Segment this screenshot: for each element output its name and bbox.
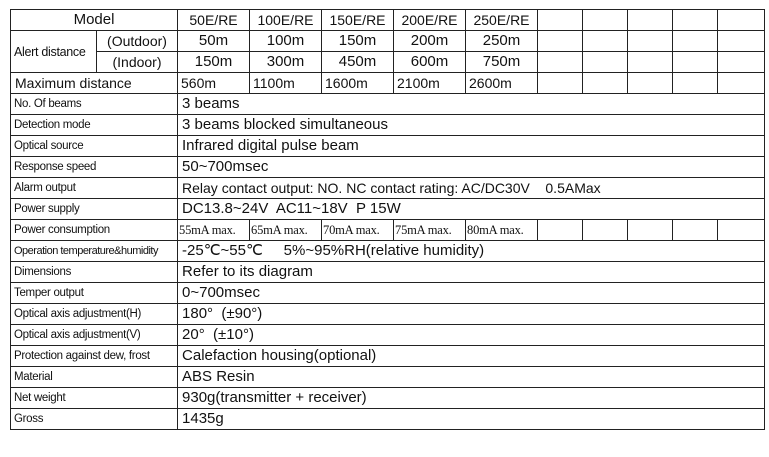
model-name: 50E/RE [178, 10, 250, 31]
spec-label: Temper output [11, 283, 178, 304]
empty-cell [583, 52, 628, 73]
indoor-value: 750m [466, 52, 538, 73]
maximum-distance-value: 1600m [322, 73, 394, 94]
maximum-distance-label: Maximum distance [11, 73, 178, 94]
empty-cell [673, 52, 718, 73]
power-consumption-value: 75mA max. [394, 220, 466, 241]
outdoor-value: 150m [322, 31, 394, 52]
spec-value: Refer to its diagram [178, 262, 765, 283]
spec-label: Net weight [11, 388, 178, 409]
alert-distance-indoor-row [11, 52, 765, 73]
spec-label: Operation temperature&humidity [11, 241, 178, 262]
outdoor-value: 100m [250, 31, 322, 52]
spec-value: 3 beams [178, 94, 765, 115]
power-consumption-value: 70mA max. [322, 220, 394, 241]
spec-row [11, 283, 765, 304]
spec-value: 50~700msec [178, 157, 765, 178]
empty-cell [673, 10, 718, 31]
empty-cell [538, 220, 583, 241]
empty-cell [583, 220, 628, 241]
spec-value: 3 beams blocked simultaneous [178, 115, 765, 136]
spec-row [11, 94, 765, 115]
spec-row [11, 199, 765, 220]
spec-value: 180° (±90°) [178, 304, 765, 325]
spec-label: Power supply [11, 199, 178, 220]
spec-label: Protection against dew, frost [11, 346, 178, 367]
spec-label: Material [11, 367, 178, 388]
spec-row [11, 157, 765, 178]
spec-value: 20° (±10°) [178, 325, 765, 346]
specification-table [10, 9, 765, 430]
outdoor-value: 200m [394, 31, 466, 52]
spec-value: 930g(transmitter + receiver) [178, 388, 765, 409]
empty-cell [673, 31, 718, 52]
indoor-value: 450m [322, 52, 394, 73]
empty-cell [628, 52, 673, 73]
indoor-value: 150m [178, 52, 250, 73]
outdoor-value: 50m [178, 31, 250, 52]
power-consumption-value: 55mA max. [178, 220, 250, 241]
empty-cell [538, 10, 583, 31]
maximum-distance-value: 2100m [394, 73, 466, 94]
spec-label: Optical axis adjustment(H) [11, 304, 178, 325]
model-name: 200E/RE [394, 10, 466, 31]
spec-value: ABS Resin [178, 367, 765, 388]
power-consumption-row [11, 220, 765, 241]
spec-value: Relay contact output: NO. NC contact rating: AC/DC30V 0.5AMax [178, 178, 765, 199]
spec-row [11, 367, 765, 388]
empty-cell [583, 73, 628, 94]
spec-row [11, 304, 765, 325]
empty-cell [718, 52, 765, 73]
indoor-value: 600m [394, 52, 466, 73]
spec-value: DC13.8~24V AC11~18V P 15W [178, 199, 765, 220]
model-name: 250E/RE [466, 10, 538, 31]
spec-row [11, 325, 765, 346]
spec-value: 1435g [178, 409, 765, 430]
maximum-distance-value: 560m [178, 73, 250, 94]
empty-cell [718, 31, 765, 52]
empty-cell [628, 31, 673, 52]
outdoor-label: (Outdoor) [97, 31, 178, 52]
spec-row [11, 388, 765, 409]
outdoor-value: 250m [466, 31, 538, 52]
spec-row [11, 409, 765, 430]
empty-cell [628, 10, 673, 31]
spec-label: No. Of beams [11, 94, 178, 115]
spec-label: Detection mode [11, 115, 178, 136]
empty-cell [628, 73, 673, 94]
indoor-label: (Indoor) [97, 52, 178, 73]
spec-label: Response speed [11, 157, 178, 178]
maximum-distance-value: 2600m [466, 73, 538, 94]
empty-cell [673, 73, 718, 94]
spec-value: Infrared digital pulse beam [178, 136, 765, 157]
spec-label: Alarm output [11, 178, 178, 199]
spec-row [11, 262, 765, 283]
spec-row [11, 241, 765, 262]
maximum-distance-value: 1100m [250, 73, 322, 94]
empty-cell [718, 220, 765, 241]
spec-value: -25℃~55℃ 5%~95%RH(relative humidity) [178, 241, 765, 262]
power-consumption-value: 65mA max. [250, 220, 322, 241]
spec-label: Dimensions [11, 262, 178, 283]
empty-cell [538, 52, 583, 73]
empty-cell [583, 31, 628, 52]
spec-row [11, 136, 765, 157]
spec-value: 0~700msec [178, 283, 765, 304]
empty-cell [628, 220, 673, 241]
alert-distance-outdoor-row [11, 31, 765, 52]
empty-cell [718, 73, 765, 94]
power-consumption-value: 80mA max. [466, 220, 538, 241]
spec-label: Gross [11, 409, 178, 430]
model-name: 150E/RE [322, 10, 394, 31]
model-name: 100E/RE [250, 10, 322, 31]
power-consumption-label: Power consumption [11, 220, 178, 241]
spec-row [11, 178, 765, 199]
indoor-value: 300m [250, 52, 322, 73]
empty-cell [538, 73, 583, 94]
spec-value: Calefaction housing(optional) [178, 346, 765, 367]
empty-cell [583, 10, 628, 31]
spec-row [11, 346, 765, 367]
spec-label: Optical axis adjustment(V) [11, 325, 178, 346]
spec-row [11, 115, 765, 136]
alert-distance-label: Alert distance [11, 31, 97, 73]
maximum-distance-row [11, 73, 765, 94]
empty-cell [673, 220, 718, 241]
empty-cell [718, 10, 765, 31]
header-row [11, 10, 765, 31]
spec-label: Optical source [11, 136, 178, 157]
model-label: Model [11, 10, 178, 31]
empty-cell [538, 31, 583, 52]
